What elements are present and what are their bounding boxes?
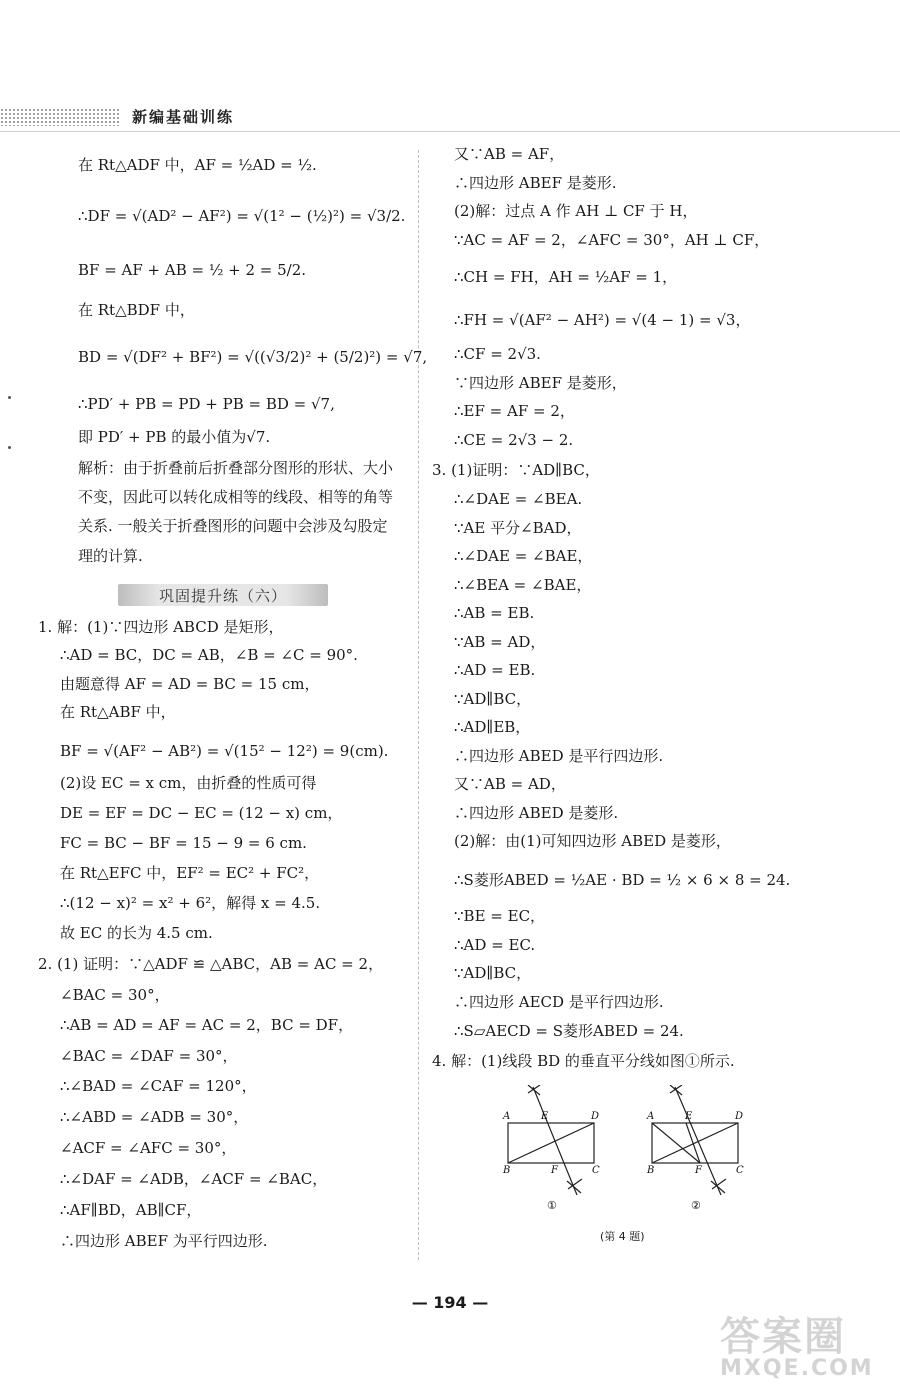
text-line: 由题意得 AF = AD = BC = 15 cm， [60, 675, 320, 693]
text-line: BF = AF + AB = ½ + 2 = 5/2. [78, 261, 307, 279]
section-banner [118, 584, 328, 606]
text-line: 2. (1) 证明：∵△ADF ≌ △ABC，AB = AC = 2， [38, 955, 384, 973]
text-line: ∴CE = 2√3 − 2. [454, 431, 574, 449]
text-line: ∴AD = EB. [454, 661, 536, 679]
label-e: E [541, 1111, 549, 1122]
text-line: 在 Rt△ADF 中，AF = ½AD = ½. [78, 156, 317, 174]
margin-dot [8, 446, 11, 449]
watermark-logo [720, 1305, 890, 1385]
text-line: 在 Rt△BDF 中， [78, 301, 195, 319]
text-line: ∴AD = BC，DC = AB，∠B = ∠C = 90°. [60, 646, 358, 664]
text-line: 故 EC 的长为 4.5 cm. [60, 924, 213, 942]
header-title: 新编基础训练 [132, 108, 235, 126]
text-line: ∴AB = EB. [454, 604, 535, 622]
text-line: ∴四边形 ABED 是平行四边形. [454, 747, 664, 765]
text-line: ∴FH = √(AF² − AH²) = √(4 − 1) = √3， [454, 311, 751, 329]
text-line: 即 PD′ + PB 的最小值为√7. [78, 428, 271, 446]
text-line: 解析：由于折叠前后折叠部分图形的形状、大小 [78, 459, 394, 477]
text-line: DE = EF = DC − EC = (12 − x) cm， [60, 804, 343, 822]
text-line: ∴CH = FH，AH = ½AF = 1， [454, 268, 678, 286]
text-line: ∵AC = AF = 2，∠AFC = 30°，AH ⊥ CF， [454, 231, 770, 249]
text-line: 在 Rt△ABF 中， [60, 703, 176, 721]
text-line: ∴∠DAE = ∠BAE， [454, 547, 593, 565]
text-line: 又∵AB = AD， [454, 775, 566, 793]
figure-2-caption: ② [691, 1199, 701, 1212]
text-line: ∴DF = √(AD² − AF²) = √(1² − (½)²) = √3/2. [78, 207, 406, 225]
text-line: ∴AD∥EB， [454, 718, 531, 736]
text-line: ∵AD∥BC， [454, 964, 532, 982]
text-line: 3. (1)证明：∵AD∥BC， [432, 461, 600, 479]
text-line: ∴∠BEA = ∠BAE， [454, 576, 592, 594]
text-line: ∵AE 平分∠BAD， [454, 519, 582, 537]
text-line: BD = √(DF² + BF²) = √((√3/2)² + (5/2)²) = √7, [78, 348, 428, 366]
text-line: ∴四边形 ABEF 为平行四边形. [60, 1232, 268, 1250]
text-line: 理的计算. [78, 547, 143, 565]
label-c-2: C [736, 1165, 744, 1176]
label-b: B [503, 1165, 511, 1176]
column-divider [418, 150, 419, 1260]
label-a-2: A [647, 1111, 655, 1122]
text-line: BF = √(AF² − AB²) = √(15² − 12²) = 9(cm). [60, 742, 389, 760]
text-line: ∴PD′ + PB = PD + PB = BD = √7, [78, 395, 335, 413]
label-a: A [503, 1111, 511, 1122]
text-line: ∵AB = AD， [454, 633, 546, 651]
text-line: ∴AD = EC. [454, 936, 536, 954]
header-dot-band [0, 108, 120, 126]
geometry-figures [495, 1085, 785, 1235]
text-line: ∠ACF = ∠AFC = 30°， [60, 1139, 237, 1157]
text-line: ∴四边形 ABED 是菱形. [454, 804, 619, 822]
text-line: ∴CF = 2√3. [454, 345, 541, 363]
diagonal-bd-2 [652, 1123, 738, 1163]
text-line: 4. 解：(1)线段 BD 的垂直平分线如图①所示. [432, 1052, 735, 1070]
header-rule [0, 131, 900, 132]
section-title: 巩固提升练（六） [158, 587, 287, 605]
text-line: ∵BE = EC， [454, 907, 546, 925]
label-e-2: E [685, 1111, 693, 1122]
page-number: — 194 — [411, 1293, 489, 1312]
text-line: ∵AD∥BC， [454, 690, 532, 708]
text-line: ∴∠DAE = ∠BEA. [454, 490, 583, 508]
text-line: (2)设 EC = x cm，由折叠的性质可得 [60, 774, 317, 792]
text-line: ∴(12 − x)² = x² + 6²，解得 x = 4.5. [60, 894, 321, 912]
margin-dot [8, 396, 11, 399]
watermark-bottom: MXQE.COM [720, 1356, 874, 1381]
text-line: 关系. 一般关于折叠图形的问题中会涉及勾股定 [78, 517, 388, 535]
text-line: ∴∠ABD = ∠ADB = 30°， [60, 1108, 249, 1126]
label-f: F [551, 1165, 558, 1176]
text-line: ∴AF∥BD，AB∥CF， [60, 1201, 202, 1219]
text-line: ∴S▱AECD = S菱形ABED = 24. [454, 1022, 684, 1040]
label-c: C [592, 1165, 600, 1176]
diagonal-bd [508, 1123, 594, 1163]
text-line: 不变，因此可以转化成相等的线段、相等的角等 [78, 488, 394, 506]
text-line: 1. 解：(1)∵四边形 ABCD 是矩形， [38, 618, 284, 636]
text-line: ∴∠DAF = ∠ADB，∠ACF = ∠BAC， [60, 1170, 328, 1188]
text-line: 在 Rt△EFC 中，EF² = EC² + FC²， [60, 864, 320, 882]
arc-mark [711, 1181, 725, 1193]
figure-2 [652, 1085, 738, 1195]
figure-caption: (第 4 题) [600, 1230, 645, 1243]
text-line: ∴AB = AD = AF = AC = 2，BC = DF， [60, 1016, 354, 1034]
label-b-2: B [647, 1165, 655, 1176]
text-line: ∠BAC = 30°， [60, 986, 170, 1004]
text-line: ∴S菱形ABED = ½AE · BD = ½ × 6 × 8 = 24. [454, 871, 791, 889]
text-line: (2)解：过点 A 作 AH ⊥ CF 于 H， [454, 202, 698, 220]
arc-mark [567, 1181, 581, 1193]
text-line: ∴四边形 ABEF 是菱形. [454, 174, 617, 192]
label-f-2: F [695, 1165, 702, 1176]
label-d-2: D [735, 1111, 744, 1122]
text-line: ∠BAC = ∠DAF = 30°， [60, 1047, 238, 1065]
text-line: FC = BC − BF = 15 − 9 = 6 cm. [60, 834, 307, 852]
text-line: ∴四边形 AECD 是平行四边形. [454, 993, 664, 1011]
text-line: ∵四边形 ABEF 是菱形， [454, 374, 627, 392]
text-line: ∴EF = AF = 2， [454, 402, 575, 420]
label-d: D [591, 1111, 600, 1122]
watermark-top: 答案圈 [720, 1314, 846, 1360]
text-line: (2)解：由(1)可知四边形 ABED 是菱形， [454, 832, 731, 850]
text-line: ∴∠BAD = ∠CAF = 120°， [60, 1077, 257, 1095]
text-line: 又∵AB = AF， [454, 145, 565, 163]
figure-1 [508, 1085, 594, 1195]
figure-1-caption: ① [547, 1199, 557, 1212]
